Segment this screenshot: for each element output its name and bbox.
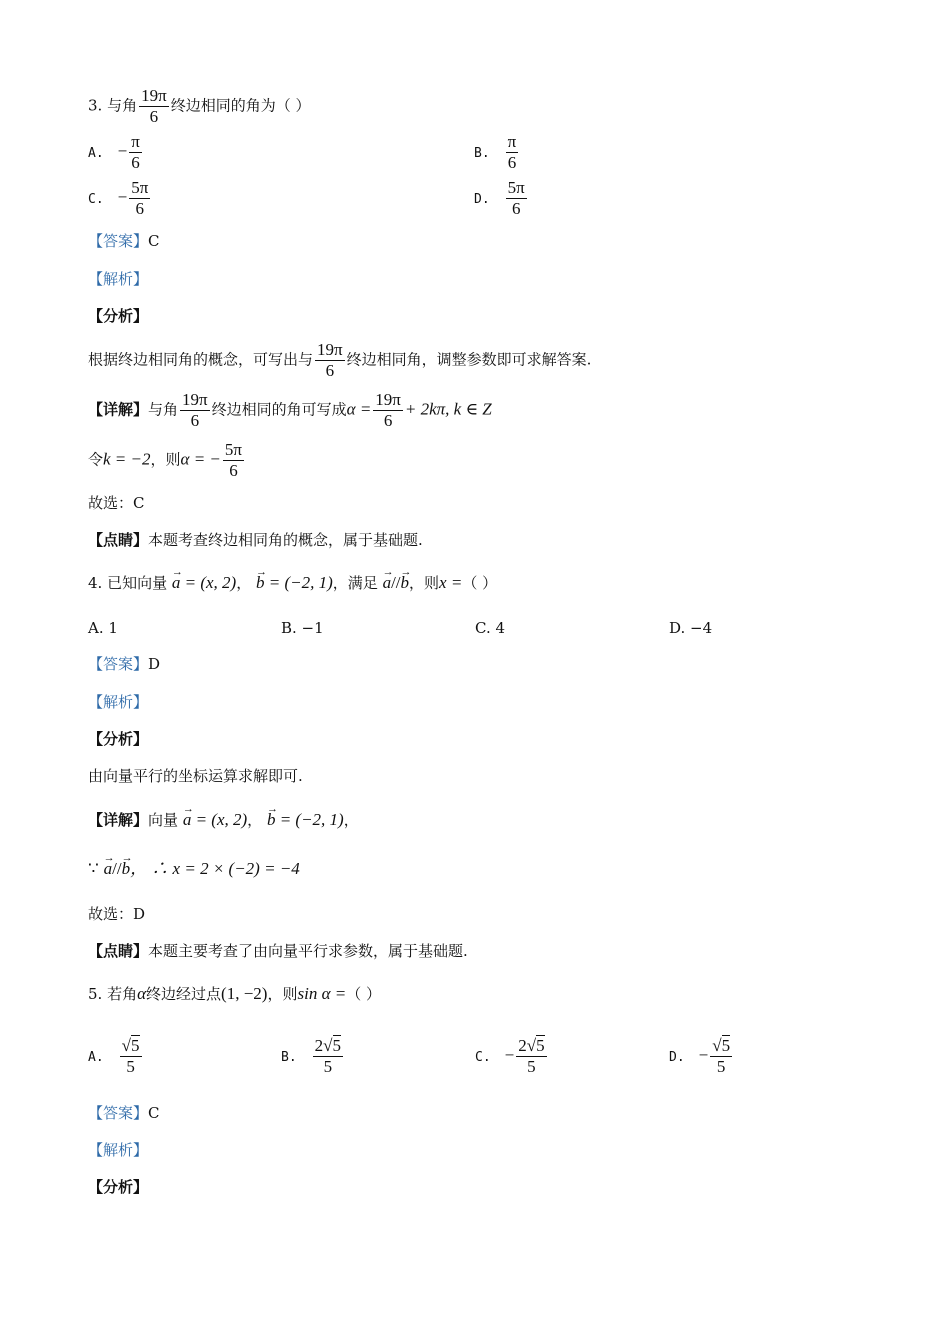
q4-vector-a-value: = (x, 2) — [180, 573, 237, 592]
q3-detail-tail: + 2kπ, k ∈ Z — [404, 399, 492, 419]
q3-point-text: 本题考查终边相同角的概念，属于基础题. — [148, 531, 423, 549]
q3-frac-numerator: 19π — [141, 86, 167, 105]
q3-let-k: k = −2 — [103, 449, 151, 469]
q3-option-d-num: 5π — [507, 178, 525, 197]
q5-option-d-den: 5 — [710, 1056, 732, 1077]
q5-option-d-num: √5 — [712, 1036, 731, 1055]
q5-stem-prefix: 5. 若角 — [88, 985, 138, 1003]
q3-let-middle: ，则 — [150, 450, 181, 469]
q5-stem-end: （ ） — [346, 985, 381, 1003]
q5-option-b-label: B. — [281, 1049, 297, 1065]
q3-option-c-num: 5π — [131, 178, 149, 197]
q4-detail-vector-b: → b — [267, 810, 276, 830]
q4-analysis-label: 【解析】 — [88, 693, 149, 711]
q3-option-a-label: A. — [88, 145, 104, 161]
q5-option-b-den: 5 — [313, 1056, 343, 1077]
q5-option-c-num: 2√5 — [518, 1036, 545, 1055]
q3-option-c-fraction — [129, 178, 150, 219]
q3-detail — [88, 390, 492, 431]
q4-detail-vector-a-value: = (x, 2) — [191, 810, 248, 829]
q4-detail-label: 【详解】 — [88, 811, 149, 829]
q3-choose: 故选：C — [88, 494, 145, 512]
q3-stem-suffix: 终边相同的角为（ ） — [170, 96, 311, 115]
q5-option-a-radicand: 5 — [131, 1036, 140, 1055]
q3-option-c-sign: − — [117, 187, 128, 207]
q3-option-d-den: 6 — [506, 198, 527, 219]
q4-option-c[interactable]: C. 4 — [475, 619, 506, 637]
q5-option-a[interactable] — [88, 1036, 144, 1077]
q4-detail-separator: ， — [247, 811, 263, 829]
q5-option-c-sign: − — [504, 1045, 515, 1065]
q4-point — [88, 941, 468, 961]
q5-option-a-fraction — [120, 1036, 142, 1077]
q3-let-alpha: α = − — [180, 449, 221, 469]
q4-answer-value: D — [148, 655, 161, 673]
q5-stem-then: ，则 — [267, 985, 298, 1003]
q5-option-c-fraction — [516, 1036, 546, 1077]
q5-option-c-coef: 2 — [518, 1036, 527, 1055]
q3-option-d[interactable] — [474, 178, 529, 219]
q4-option-b[interactable]: B. −1 — [281, 619, 324, 637]
q3-option-c[interactable] — [88, 178, 152, 219]
q4-since-a: → a — [104, 859, 113, 879]
q3-fenxi-fraction — [315, 340, 345, 381]
q3-point — [88, 530, 423, 550]
q3-option-c-den: 6 — [129, 198, 150, 219]
q4-since-b: → b — [122, 859, 131, 879]
q4-vector-b: → b — [256, 573, 265, 593]
q3-detail-den-2: 6 — [373, 410, 403, 431]
q3-fenxi-prefix: 根据终边相同角的概念，可写出与 — [88, 350, 314, 369]
q4-vector-b-value: = (−2, 1) — [264, 573, 333, 592]
q4-point-label: 【点睛】 — [88, 942, 149, 960]
q5-option-d-radicand: 5 — [721, 1036, 731, 1055]
q3-stem-prefix: 3. 与角 — [88, 96, 138, 115]
q5-option-a-den: 5 — [120, 1056, 142, 1077]
q5-option-d-fraction — [710, 1036, 732, 1077]
q4-fenxi-text: 由向量平行的坐标运算求解即可. — [88, 767, 303, 785]
q5-answer-label: 【答案】 — [88, 1104, 149, 1122]
q3-option-b-den: 6 — [506, 152, 519, 173]
q3-option-a-den: 6 — [129, 152, 142, 173]
q3-answer-label: 【答案】 — [88, 232, 149, 250]
q3-option-b-num: π — [507, 132, 517, 151]
q5-option-a-num: √5 — [121, 1036, 140, 1055]
q3-option-b-fraction — [506, 132, 519, 173]
q5-stem-alpha: α — [137, 984, 147, 1003]
q3-detail-fraction — [180, 390, 210, 431]
q3-fenxi-text — [88, 340, 591, 381]
q5-stem-middle: 终边经过点 — [146, 985, 222, 1003]
q3-stem-fraction — [139, 86, 169, 127]
q4-answer — [88, 654, 160, 674]
q4-stem-then: ，则 — [409, 574, 440, 592]
q4-stem-middle: ，满足 — [332, 574, 378, 592]
q4-stem — [88, 573, 497, 593]
q3-option-a[interactable] — [88, 132, 144, 173]
q5-option-c-radicand: 5 — [536, 1036, 545, 1055]
q5-option-b-fraction — [313, 1036, 343, 1077]
q4-parallel-a: → a — [383, 573, 392, 593]
q3-frac-denominator: 6 — [139, 106, 169, 127]
q4-stem-prefix: 4. 已知向量 — [88, 574, 168, 592]
q4-parallel-symbol: // — [391, 573, 401, 592]
q4-answer-label: 【答案】 — [88, 655, 149, 673]
because-symbol: ∵ — [88, 859, 99, 878]
q5-option-a-label: A. — [88, 1049, 104, 1065]
q3-option-d-fraction — [506, 178, 527, 219]
q4-parallel-b: → b — [401, 573, 410, 593]
q3-fenxi-suffix: 终边相同角，调整参数即可求解答案. — [346, 350, 592, 369]
q4-fenxi-label: 【分析】 — [88, 730, 149, 748]
q5-answer-value: C — [148, 1104, 160, 1122]
q3-option-b[interactable] — [474, 132, 520, 173]
q3-answer — [88, 231, 160, 251]
q4-option-d[interactable]: D. −4 — [669, 619, 713, 637]
q3-detail-label: 【详解】 — [88, 400, 149, 419]
q5-answer — [88, 1103, 160, 1123]
q3-detail-den: 6 — [180, 410, 210, 431]
q3-answer-value: C — [148, 232, 160, 250]
q5-stem — [88, 984, 381, 1004]
q3-detail-num: 19π — [182, 390, 208, 409]
q5-option-d[interactable] — [669, 1036, 734, 1077]
q5-option-b-radicand: 5 — [332, 1036, 341, 1055]
q4-detail-vector-a: → a — [183, 810, 192, 830]
q5-option-d-label: D. — [669, 1049, 685, 1065]
q4-detail-end: ， — [343, 811, 359, 829]
q3-option-a-num: π — [131, 132, 140, 151]
q5-option-c[interactable] — [475, 1036, 549, 1077]
q5-stem-sin: sin α = — [297, 984, 347, 1003]
q4-point-text: 本题主要考查了由向量平行求参数，属于基础题. — [148, 942, 468, 960]
q4-detail-prefix: 向量 — [148, 811, 179, 829]
q3-let-fraction — [223, 440, 244, 481]
q3-point-label: 【点睛】 — [88, 531, 149, 549]
q3-detail-num-2: 19π — [375, 390, 401, 409]
q3-option-c-label: C. — [88, 191, 104, 207]
q3-option-a-sign: − — [117, 141, 128, 161]
q5-option-b[interactable] — [281, 1036, 345, 1077]
q3-fenxi-den: 6 — [315, 360, 345, 381]
q3-detail-alpha: α = — [346, 399, 372, 419]
q4-stem-end: （ ） — [462, 574, 498, 592]
q5-option-d-sign: − — [698, 1045, 709, 1065]
q3-fenxi-num: 19π — [317, 340, 343, 359]
q3-detail-fraction-2 — [373, 390, 403, 431]
q5-option-c-den: 5 — [516, 1056, 546, 1077]
q4-detail — [88, 810, 359, 830]
q3-option-a-fraction — [129, 132, 142, 173]
q3-option-b-label: B. — [474, 145, 490, 161]
q3-option-d-label: D. — [474, 191, 490, 207]
q3-let-num: 5π — [224, 440, 242, 459]
q5-analysis-label: 【解析】 — [88, 1141, 149, 1159]
q4-option-a[interactable]: A. 1 — [88, 619, 118, 637]
q3-let — [88, 440, 246, 481]
q4-since-parallel: // — [112, 859, 122, 878]
q4-therefore: ， ∴ x = 2 × (−2) = −4 — [130, 859, 300, 878]
q5-option-c-label: C. — [475, 1049, 491, 1065]
q3-fenxi-label: 【分析】 — [88, 307, 149, 325]
q4-since — [88, 859, 300, 879]
q5-stem-point: (1, −2) — [221, 984, 268, 1003]
q3-detail-middle: 终边相同的角可写成 — [211, 400, 347, 419]
q5-option-b-coef: 2 — [314, 1036, 324, 1055]
q3-let-den: 6 — [223, 460, 244, 481]
q3-let-prefix: 令 — [88, 450, 104, 469]
q4-detail-vector-b-value: = (−2, 1) — [275, 810, 344, 829]
q5-fenxi-label: 【分析】 — [88, 1178, 149, 1196]
q3-detail-prefix: 与角 — [148, 400, 179, 419]
q4-choose: 故选：D — [88, 905, 146, 923]
q4-stem-x: x = — [439, 573, 463, 592]
q4-vector-a: → a — [172, 573, 181, 593]
q3-stem — [88, 86, 310, 127]
q5-option-b-num: 2√5 — [314, 1036, 341, 1055]
q4-separator: ， — [236, 574, 252, 592]
q3-analysis-label: 【解析】 — [88, 270, 149, 288]
